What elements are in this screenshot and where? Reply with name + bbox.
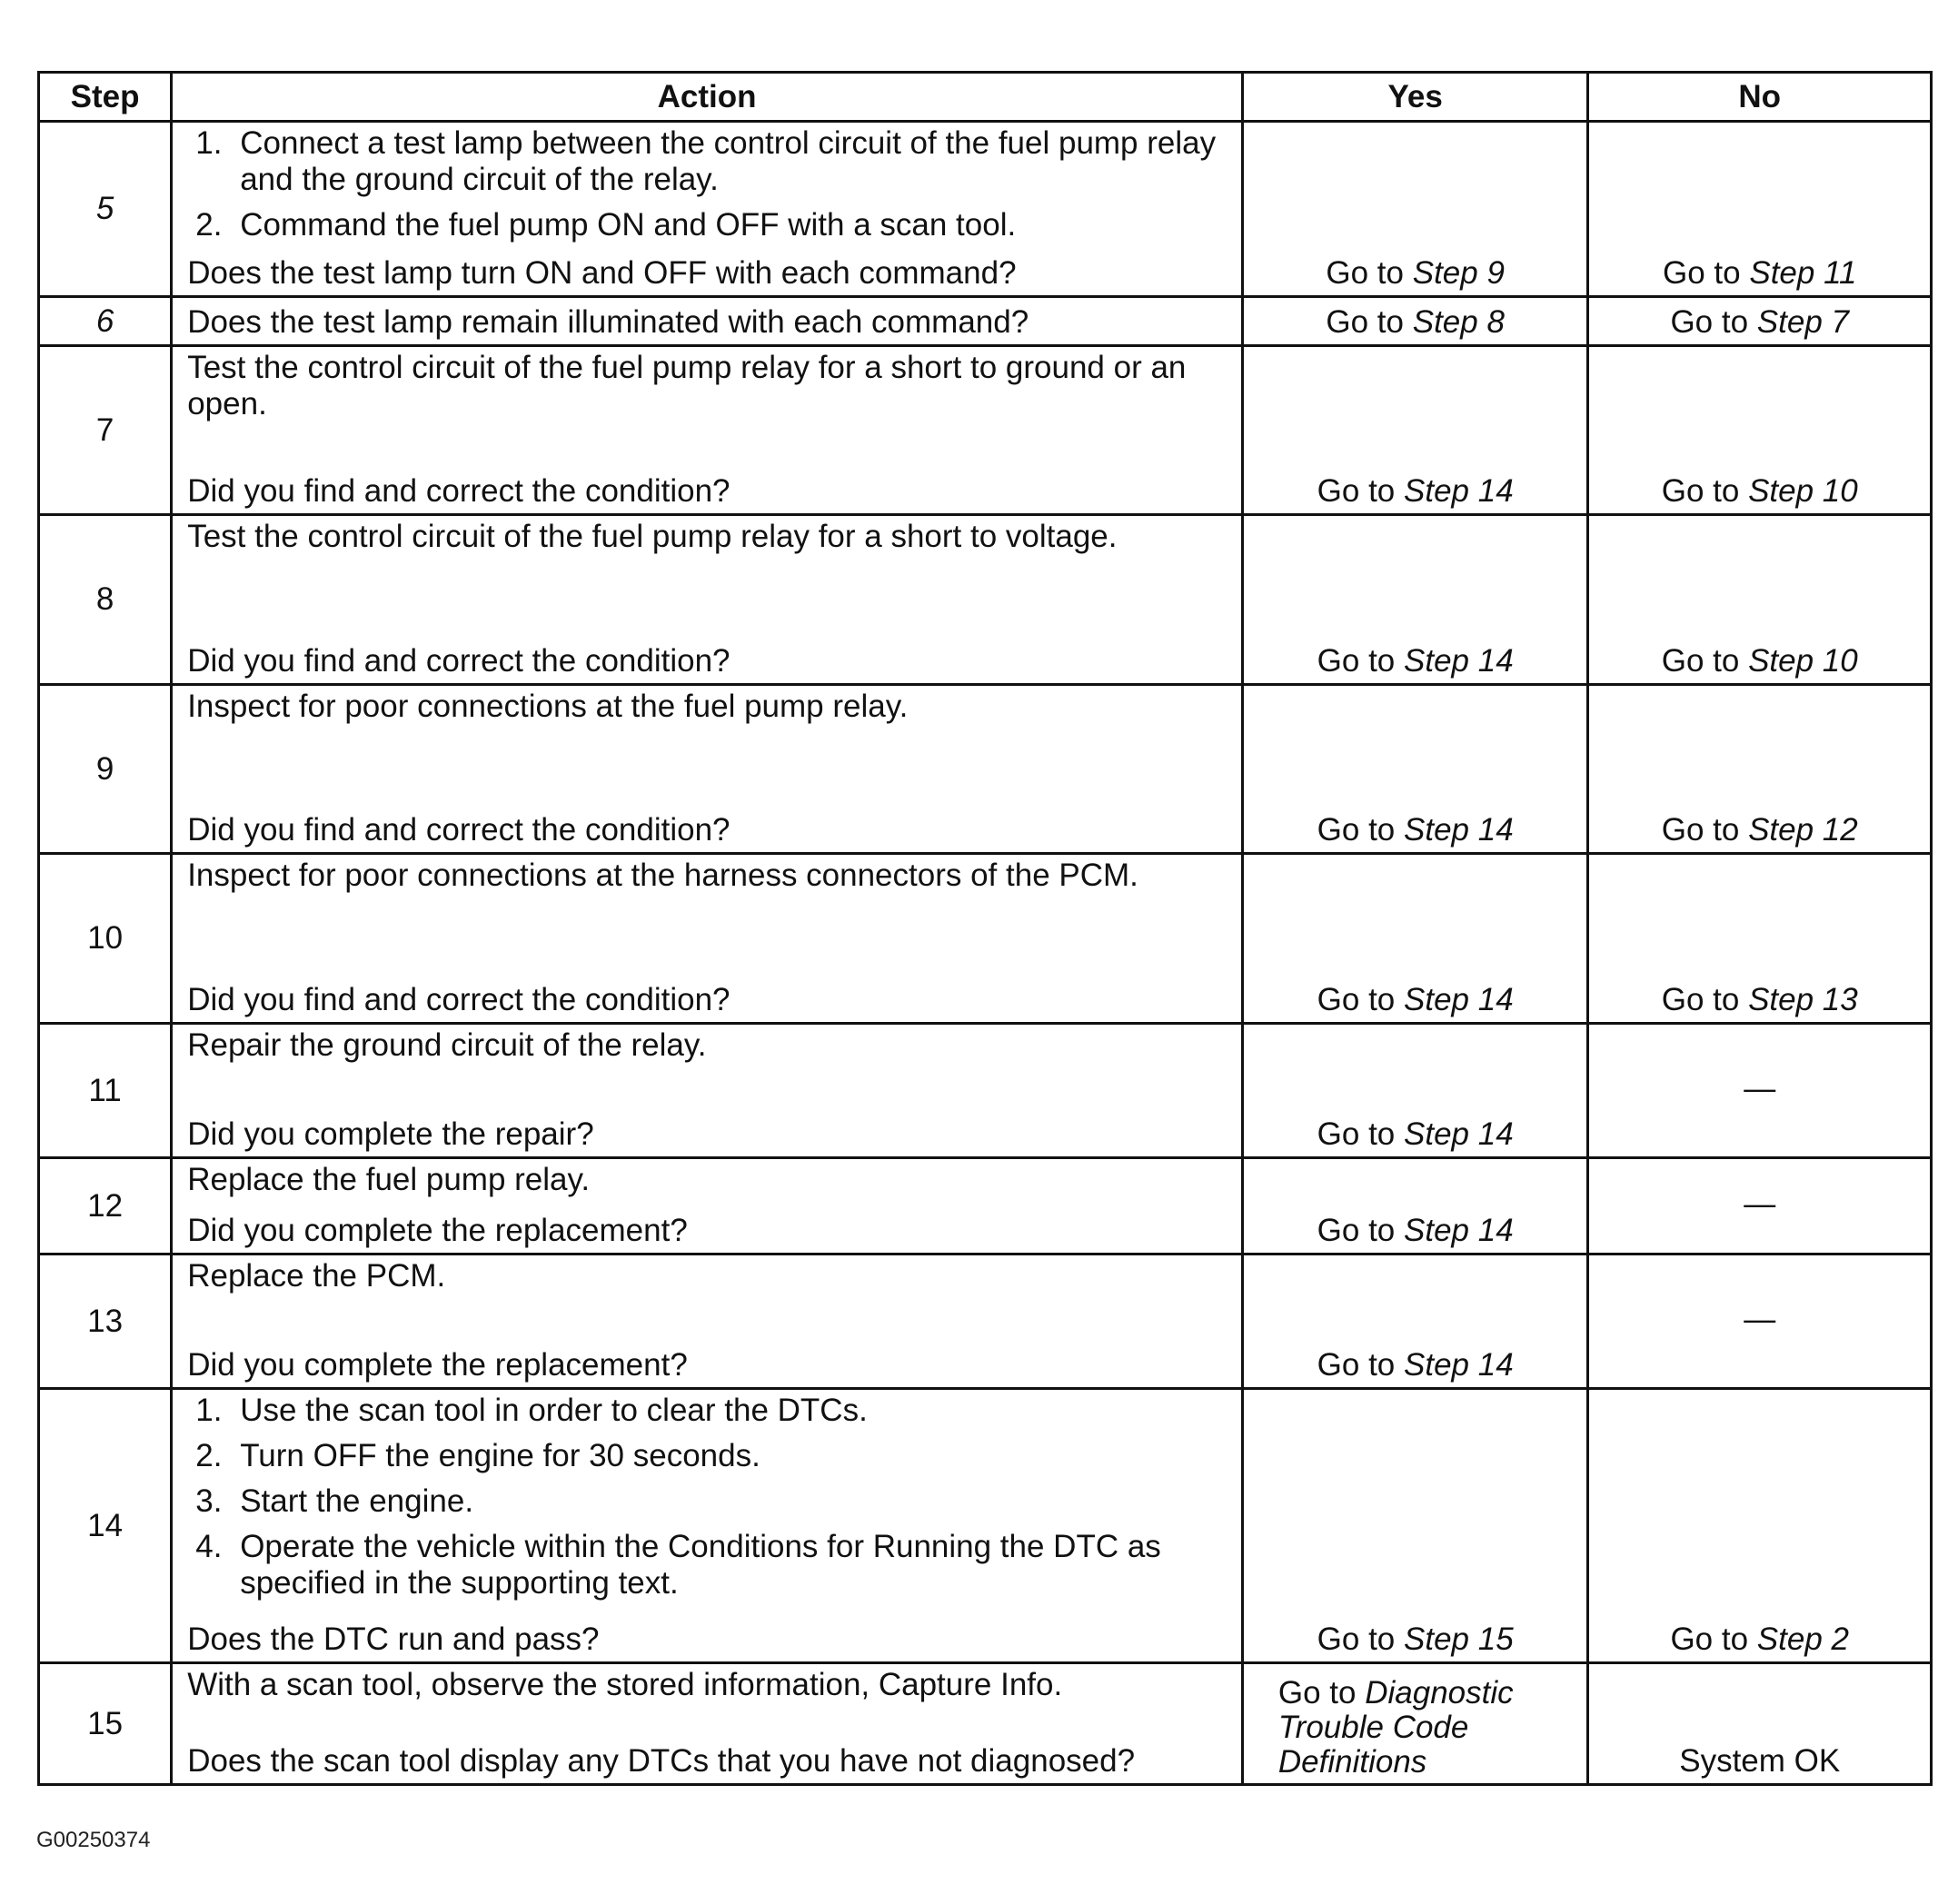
yes-goto-prefix: Go to bbox=[1317, 643, 1396, 679]
yes-step-link[interactable]: Step 8 bbox=[1412, 304, 1505, 340]
table-row bbox=[39, 122, 1932, 297]
yes-cell bbox=[1242, 515, 1588, 685]
action-cell bbox=[172, 1158, 1243, 1254]
no-cell bbox=[1588, 515, 1932, 685]
yes-goto-prefix: Go to bbox=[1317, 1213, 1396, 1248]
yes-step-link[interactable]: Diagnostic Trouble Code Definitions bbox=[1277, 1675, 1514, 1780]
yes-step-link[interactable]: Step 14 bbox=[1404, 812, 1514, 848]
yes-goto-prefix: Go to bbox=[1326, 304, 1404, 340]
yes-cell bbox=[1242, 854, 1588, 1024]
no-step-link[interactable]: Step 13 bbox=[1748, 982, 1858, 1017]
yes-goto-prefix: Go to bbox=[1317, 1621, 1396, 1657]
yes-step-link[interactable]: Step 14 bbox=[1404, 643, 1514, 679]
action-steps-list bbox=[187, 125, 1228, 243]
step-number: 9 bbox=[39, 685, 172, 854]
table-row bbox=[39, 854, 1932, 1024]
no-goto-prefix: Go to bbox=[1661, 812, 1740, 848]
yes-goto-prefix: Go to bbox=[1277, 1675, 1357, 1711]
action-content bbox=[187, 350, 1228, 510]
no-goto-prefix: Go to bbox=[1661, 982, 1740, 1017]
no-cell bbox=[1588, 1254, 1932, 1389]
figure-id: G00250374 bbox=[36, 1828, 151, 1852]
action-text: Test the control circuit of the fuel pump relay for a short to voltage. bbox=[187, 519, 1118, 554]
action-text: Test the control circuit of the fuel pump relay for a short to ground or an open. bbox=[187, 350, 1187, 421]
yes-cell bbox=[1242, 346, 1588, 515]
action-content bbox=[187, 1393, 1228, 1658]
yes-cell bbox=[1242, 122, 1588, 297]
action-instructions bbox=[187, 1667, 1228, 1703]
action-cell bbox=[172, 297, 1243, 346]
no-cell bbox=[1588, 854, 1932, 1024]
no-cell bbox=[1588, 297, 1932, 346]
action-content bbox=[187, 1258, 1228, 1383]
no-cell bbox=[1588, 1663, 1932, 1785]
yes-goto-prefix: Go to bbox=[1317, 1347, 1396, 1383]
action-instructions bbox=[187, 519, 1228, 555]
action-steps-list bbox=[187, 1393, 1228, 1602]
no-cell bbox=[1588, 685, 1932, 854]
step-number: 12 bbox=[39, 1158, 172, 1254]
yes-step-link[interactable]: Step 14 bbox=[1404, 1116, 1514, 1152]
no-step-link[interactable]: Step 10 bbox=[1748, 643, 1858, 679]
yes-goto-prefix: Go to bbox=[1317, 982, 1396, 1017]
step-number: 14 bbox=[39, 1389, 172, 1663]
action-text: Inspect for poor connections at the harness connectors of the PCM. bbox=[187, 858, 1138, 893]
action-question: Did you complete the repair? bbox=[187, 1116, 594, 1152]
yes-step-link[interactable]: Step 14 bbox=[1404, 1347, 1514, 1383]
no-goto-prefix: Go to bbox=[1670, 304, 1749, 340]
no-goto-prefix: Go to bbox=[1661, 473, 1740, 509]
action-content bbox=[187, 1027, 1228, 1153]
table-body bbox=[39, 122, 1932, 1785]
table-row bbox=[39, 1158, 1932, 1254]
table-row bbox=[39, 685, 1932, 854]
action-cell bbox=[172, 854, 1243, 1024]
header-no: No bbox=[1588, 73, 1932, 122]
action-question: Did you complete the replacement? bbox=[187, 1347, 688, 1383]
action-cell bbox=[172, 1024, 1243, 1158]
yes-step-link[interactable]: Step 14 bbox=[1404, 1213, 1514, 1248]
action-step-item: 1. Connect a test lamp between the control circuit of the fuel pump relay and the ground circuit of the relay. bbox=[231, 125, 1228, 198]
action-cell bbox=[172, 346, 1243, 515]
no-cell bbox=[1588, 1158, 1932, 1254]
header-step: Step bbox=[39, 73, 172, 122]
no-step-link[interactable]: Step 10 bbox=[1748, 473, 1858, 509]
step-number: 8 bbox=[39, 515, 172, 685]
action-step-item: 3. Start the engine. bbox=[231, 1483, 1228, 1520]
step-number: 5 bbox=[39, 122, 172, 297]
no-result-text: — bbox=[1744, 1301, 1776, 1337]
header-action: Action bbox=[172, 73, 1243, 122]
action-instructions bbox=[187, 1258, 1228, 1294]
table-row bbox=[39, 1663, 1932, 1785]
action-question: Does the DTC run and pass? bbox=[187, 1621, 600, 1657]
yes-step-link[interactable]: Step 14 bbox=[1404, 982, 1514, 1017]
action-question: Does the test lamp remain illuminated with each command? bbox=[187, 304, 1029, 340]
action-content bbox=[187, 1162, 1228, 1249]
yes-cell bbox=[1242, 1254, 1588, 1389]
action-instructions bbox=[187, 858, 1228, 894]
no-step-link[interactable]: Step 7 bbox=[1756, 304, 1849, 340]
action-step-item: 2. Command the fuel pump ON and OFF with a scan tool. bbox=[231, 207, 1228, 243]
action-cell bbox=[172, 685, 1243, 854]
no-result-text: System OK bbox=[1679, 1743, 1841, 1779]
action-step-item: 2. Turn OFF the engine for 30 seconds. bbox=[231, 1438, 1228, 1474]
table-row bbox=[39, 1024, 1932, 1158]
yes-cell bbox=[1242, 297, 1588, 346]
no-step-link[interactable]: Step 2 bbox=[1756, 1621, 1849, 1657]
action-instructions bbox=[187, 689, 1228, 725]
step-number: 6 bbox=[39, 297, 172, 346]
action-content bbox=[187, 1667, 1228, 1780]
table-row bbox=[39, 1389, 1932, 1663]
yes-cell bbox=[1242, 1663, 1588, 1785]
action-cell bbox=[172, 1663, 1243, 1785]
action-step-item: 1. Use the scan tool in order to clear the DTCs. bbox=[231, 1393, 1228, 1429]
action-content bbox=[187, 858, 1228, 1018]
step-number: 11 bbox=[39, 1024, 172, 1158]
action-instructions bbox=[187, 350, 1228, 422]
step-number: 15 bbox=[39, 1663, 172, 1785]
no-cell bbox=[1588, 346, 1932, 515]
action-instructions bbox=[187, 1393, 1228, 1611]
action-step-item: 4. Operate the vehicle within the Conditions for Running the DTC as specified in the supporting text. bbox=[231, 1529, 1228, 1602]
diagnostic-table bbox=[37, 71, 1933, 1786]
table-row bbox=[39, 297, 1932, 346]
no-cell bbox=[1588, 1389, 1932, 1663]
yes-cell bbox=[1242, 1158, 1588, 1254]
action-text: Repair the ground circuit of the relay. bbox=[187, 1027, 707, 1063]
action-text: Replace the PCM. bbox=[187, 1258, 446, 1294]
action-instructions bbox=[187, 125, 1228, 253]
yes-cell bbox=[1242, 685, 1588, 854]
yes-cell bbox=[1242, 1389, 1588, 1663]
action-question: Did you find and correct the condition? bbox=[187, 473, 731, 509]
no-goto-prefix: Go to bbox=[1670, 1621, 1749, 1657]
action-question: Does the test lamp turn ON and OFF with each command? bbox=[187, 255, 1017, 291]
action-content bbox=[187, 689, 1228, 848]
no-step-link[interactable]: Step 11 bbox=[1749, 255, 1857, 291]
yes-goto-prefix: Go to bbox=[1317, 1116, 1396, 1152]
action-text: With a scan tool, observe the stored information, Capture Info. bbox=[187, 1667, 1063, 1702]
action-question: Did you find and correct the condition? bbox=[187, 643, 731, 679]
action-question: Did you complete the replacement? bbox=[187, 1213, 688, 1248]
no-result-text: — bbox=[1744, 1070, 1776, 1106]
yes-step-link[interactable]: Step 15 bbox=[1404, 1621, 1514, 1657]
action-question: Did you find and correct the condition? bbox=[187, 982, 731, 1017]
no-step-link[interactable]: Step 12 bbox=[1748, 812, 1858, 848]
no-cell bbox=[1588, 122, 1932, 297]
action-cell bbox=[172, 1254, 1243, 1389]
action-cell bbox=[172, 1389, 1243, 1663]
action-cell bbox=[172, 515, 1243, 685]
yes-step-link[interactable]: Step 9 bbox=[1412, 255, 1505, 291]
table-row bbox=[39, 515, 1932, 685]
action-content bbox=[187, 301, 1228, 341]
no-goto-prefix: Go to bbox=[1663, 255, 1741, 291]
step-number: 13 bbox=[39, 1254, 172, 1389]
no-goto-prefix: Go to bbox=[1661, 643, 1740, 679]
step-number: 7 bbox=[39, 346, 172, 515]
header-yes: Yes bbox=[1242, 73, 1588, 122]
no-result-text: — bbox=[1744, 1185, 1776, 1222]
yes-goto-prefix: Go to bbox=[1326, 255, 1404, 291]
action-text: Replace the fuel pump relay. bbox=[187, 1162, 591, 1197]
action-content bbox=[187, 125, 1228, 292]
yes-step-link[interactable]: Step 14 bbox=[1404, 473, 1514, 509]
action-cell bbox=[172, 122, 1243, 297]
yes-goto-prefix: Go to bbox=[1317, 473, 1396, 509]
table-row bbox=[39, 346, 1932, 515]
action-question: Did you find and correct the condition? bbox=[187, 812, 731, 848]
action-content bbox=[187, 519, 1228, 679]
yes-cell bbox=[1242, 1024, 1588, 1158]
action-instructions bbox=[187, 1027, 1228, 1064]
step-number: 10 bbox=[39, 854, 172, 1024]
table-header-row bbox=[39, 73, 1932, 122]
yes-goto-prefix: Go to bbox=[1317, 812, 1396, 848]
table-row bbox=[39, 1254, 1932, 1389]
action-text: Inspect for poor connections at the fuel pump relay. bbox=[187, 689, 909, 724]
no-cell bbox=[1588, 1024, 1932, 1158]
action-instructions bbox=[187, 1162, 1228, 1198]
action-question: Does the scan tool display any DTCs that you have not diagnosed? bbox=[187, 1743, 1136, 1779]
